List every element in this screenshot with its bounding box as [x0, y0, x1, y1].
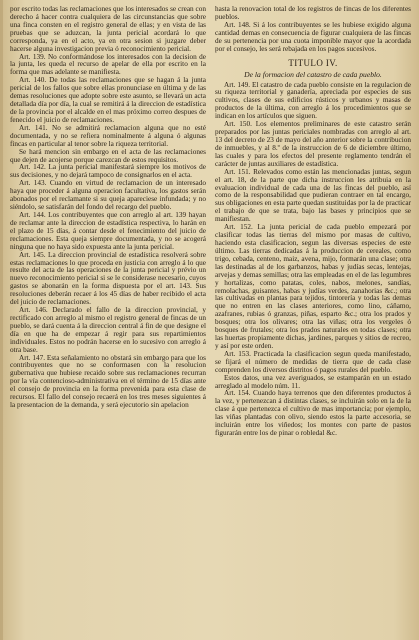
paragraph: Estos datos, una vez averiguados, se estamparán en un estado arreglado al modelo núm. 11.	[215, 373, 411, 390]
paragraph: por escrito todas las reclamaciones que los interesados se crean con derecho á hacer contra cualquiera de las circunstancias que sobre una finca consten en el registro general de ellas; y en vista de las pruebas que se aduzcan, la junta pericial acordará lo que corresponda, ya en el acto, ya en otra sesion si juzgare deber hacerse alguna investigacion previa ó reconocimiento pericial.	[10, 6, 206, 53]
paragraph: Art. 144. Los contribuyentes que con arreglo al art. 139 hayan de reclamar ante la direccion de estadística respectiva, lo harán en el plazo de 15 días, á contar desde el fenecimiento del juicio de reclamaciones. Esta queja siempre documentada, y no se acogerá ninguna que no haya sido expuesta ante la junta pericial.	[10, 210, 206, 251]
paragraph: Art. 142. La junta pericial manifestará siempre los motivos de sus decisiones, y no dejará tampoco de consignarlos en el acta.	[10, 163, 206, 180]
paragraph: Art. 145. La direccion provincial de estadística resolverá sobre estas reclamaciones lo que proceda en justicia con arreglo á lo que resulte del acta de las operaciones de la junta pericial y prévio un nuevo reconocimiento pericial si se le considerase necesario, cuyos gastos se abonarán en la forma dispuesta por el art. 143. Sus resoluciones deberán recaer á los 45 días de haber recibido el acta del juicio de reclamaciones.	[10, 250, 206, 307]
paragraph: Art. 149. El catastro de cada pueblo consiste en la regulacion de su riqueza territorial y ganadería, apreciada por especies de sus cultivos, clases de sus edificios rústicos y urbanos y masas de productos de la última, con arreglo á los procedimientos que se indican en los artículos que siguen.	[215, 80, 411, 121]
two-column-layout	[10, 6, 411, 636]
paragraph: Art. 148. Si á los contribuyentes se les hubiese exigido alguna cantidad demas en consecuencia de figurar cualquiera de las fincas de su pertenencia por una cuota imponible mayor que la acordada por el consejo, les será rebajada en los pagos sucesivos.	[215, 20, 411, 53]
paragraph: Se hará mencion sin embargo en el acta de las reclamaciones que dejen de acojerse porque carezcan de estos requisitos.	[10, 147, 206, 164]
right-column-bottom	[215, 82, 411, 438]
paragraph: Art. 154. Cuando haya terrenos que den diferentes productos á la vez, y pertenezcan á distintas clases, se incluirán solo en la de la clase á que pertenezca el cultivo de mas importancia; por ejemplo, las viñas plantadas con olivo, siendo estos la parte accesoria, se incluirán entre los viñedos; los montes con parte de pastos figurarán entre los de pinar o robledal &c.	[215, 389, 411, 438]
paragraph: Art. 147. Esta señalamiento no obstará sin embargo para que los contribuyentes que no se conformasen con la resolucion gubernativa que hubiese recaido sobre sus reclamaciones recurran por la vía contencioso-administrativa en el término de 15 días ante el consejo de provincia en la forma prevenida para esta clase de recursos. El fallo del consejo recaerá en los tres meses siguientes á la presentacion de la demanda, y será ejecutorio sin apelacion	[10, 353, 206, 410]
paragraph: Art. 139. No conformándose los interesados con la decision de la junta, les queda el recurso de apelar de ella por escrito en la forma que mas adelante se manifiesta.	[10, 52, 206, 77]
page-edge	[0, 0, 3, 640]
section-subtitle: De la formacion del catastro de cada pueblo.	[244, 69, 382, 79]
paragraph: Art. 150. Los elementos preliminares de este catastro serán preparados por las juntas periciales nombradas con arreglo al art. 13 del decreto de 23 de mayo del año anterior sobre la contribucion de inmuebles, y al 8.º de la instruccion de 6 de diciembre último, las cuales y para los efectos del presente reglamento tendrán el carácter de juntas auxiliares de estadística.	[215, 120, 411, 168]
paragraph: Art. 141. No se admitirá reclamacion alguna que no esté documentada, y no se refiera nominalmente á alguna ó algunas fincas en particular al tenor sobre la riqueza territorial.	[10, 123, 206, 148]
left-column	[10, 6, 206, 636]
paragraph: Art. 152. La junta pericial de cada pueblo empezará por clasificar todas las tierras del mismo por masas de cultivo, haciendo esta clasificacion, segun las diversas especies de este último. Las tierras dedicadas á la produccion de cereales, como trigo, cebada, centeno, maiz, avena, mijo, formarán una clase; otra las destinadas al de los garbanzos, habas y judías secas, lentejas, arvejas y demas semillas; otra las empleadas en el de las legumbres y hortalizas, como patatas, coles, nabos, melones, sandías, remolachas, guisantes, habas y judías verdes, zanahorias &c.; otra las cultivadas en plantas para tejidos, tintorería y todas las demas que no entren en las clases anteriores, como lino, cáñamo, azafranes, rubias ó granzas, piñas, esparto &c.; otra los prados y bosques; otra los olivares; otra las viñas; otra los vergeles ó bosques de frutales; otra los prados naturales en todas clases; otra las huertas propiamente dichas, jardines, parques y sitios de recreo, y así por este orden.	[215, 223, 411, 350]
paragraph: Art. 140. De todas las reclamaciones que se hagan á la junta pericial de los fallos que sobre ellas pronunciase en última y de las demas resoluciones que adopte sobre este asunto, se llevará un acta detallada día por día, la cual se remitirá á la direccion de estadística de la provincia por el alcalde en el mas próximo correo despues de fenecido el juicio de reclamaciones.	[10, 76, 206, 124]
paragraph: Art. 146. Declarado el fallo de la direccion provincial, y rectificado con arreglo al mismo el registro general de fincas de un pueblo, se dará cuenta á la direccion central á fin de que designe el día en que ha de empezar á regir para sus repartimientos individuales. Estos no podrán hacerse en lo sucesivo con arreglo á otra base.	[10, 306, 206, 354]
right-column-top	[215, 6, 411, 54]
right-column	[215, 6, 411, 636]
paragraph: Art. 143. Cuando en virtud de reclamacion de un interesado haya que proceder á alguna operacion facultativa, los gastos serán abonados por el reclamante si su queja apareciese infundada; y no siéndolo, se satisfarán del fondo del recargo del pueblo.	[10, 179, 206, 212]
section-title: TITULO IV.	[288, 57, 338, 68]
paragraph: Art. 151. Relevados como están las mencionadas juntas, segun el art. 18, de la parte que dicha instruccion les atribuia en la evaluacion individual de cada una de las fincas del pueblo, así como de la responsabilidad que pudieran contraer en tal encargo, sus obligaciones en esta parte quedan sustituidas por la de practicar el trabajo de que se trata, bajo las bases y principios que se manifiestan.	[215, 167, 411, 224]
paragraph: hasta la renovacion total de los registros de fincas de los diferentes pueblos.	[215, 6, 411, 21]
paragraph: Art. 153. Practicada la clasificacion segun queda manifestado, se fijará el número de medidas de tierra que de cada clase comprenden los diversos distritos ó pagos rurales del pueblo.	[215, 349, 411, 374]
